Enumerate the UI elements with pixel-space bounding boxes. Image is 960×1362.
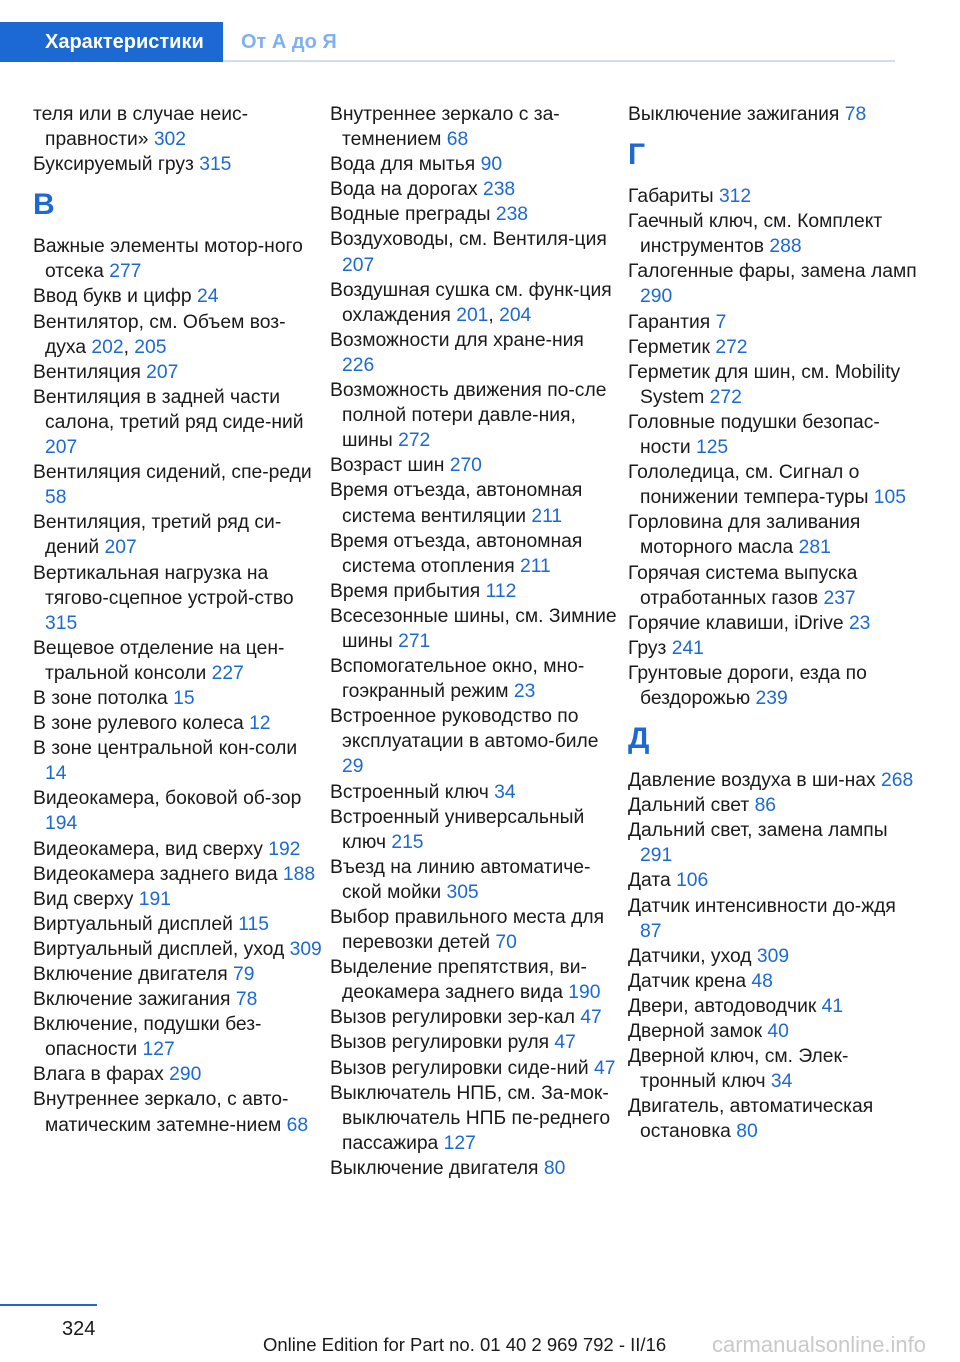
entry-text: Герметик для шин, см. Mobility System [628, 361, 901, 408]
entry-text: Выбор правильного места для перевозки детей [330, 907, 605, 954]
entry-text: Гарантия [628, 311, 711, 333]
index-entry [628, 636, 918, 661]
entry-text: Дверной замок [628, 1021, 763, 1042]
page-link[interactable]: 34 [770, 1071, 793, 1093]
page-link[interactable]: 238 [482, 179, 516, 201]
index-entry [628, 1044, 918, 1094]
section-letter: Г [628, 138, 646, 172]
index-entry [628, 994, 918, 1019]
entry-text: Груз [628, 637, 667, 659]
entry-text: Вещевое отделение на цен-тральной консоли [33, 637, 285, 684]
page-link[interactable]: 90 [480, 154, 503, 176]
entry-text: теля или в случае неис-правности» [33, 104, 249, 151]
tab-a-to-z[interactable]: От А до Я [241, 31, 337, 53]
page-link[interactable]: 281 [798, 537, 831, 559]
index-entry [33, 234, 323, 284]
page-link[interactable]: 15 [173, 687, 195, 709]
index-entry [330, 227, 620, 277]
page-link[interactable]: 78 [844, 104, 867, 125]
page-link[interactable]: 192 [268, 838, 301, 860]
page-link[interactable]: 201 [456, 304, 489, 326]
index-entry [628, 561, 918, 611]
index-entry [33, 284, 323, 309]
entry-text: Водные преграды [330, 204, 491, 226]
entry-text: Включение зажигания [33, 989, 231, 1011]
index-entry [628, 894, 918, 944]
page-link[interactable]: 272 [715, 336, 748, 358]
tab-characteristics[interactable]: Характеристики [0, 22, 223, 62]
entry-text: Въезд на линию автоматиче-ской мойки [330, 856, 591, 903]
entry-text: Ввод букв и цифр [33, 286, 192, 308]
page-link[interactable]: 115 [238, 913, 270, 935]
entry-text: Вентиляция [33, 361, 141, 383]
index-entry [33, 1062, 323, 1087]
index-column-2 [330, 102, 620, 1181]
entry-text: Датчики, уход [628, 945, 752, 967]
index-entry [330, 604, 620, 654]
page-number: 324 [62, 1318, 96, 1340]
section-letter: В [33, 188, 55, 222]
index-column-1 [33, 102, 323, 1138]
page-link[interactable]: 12 [249, 713, 271, 735]
page-link[interactable]: 237 [823, 587, 856, 609]
index-entry [33, 152, 323, 177]
entry-text: Воздушная сушка см. функ-ция охлаждения [330, 279, 612, 326]
entry-text: Видеокамера, вид сверху [33, 838, 263, 860]
index-entry [33, 360, 323, 385]
page-link[interactable]: 207 [45, 437, 78, 459]
index-entry [33, 962, 323, 987]
index-entry [33, 862, 323, 887]
index-entry [628, 310, 918, 335]
index-entry [33, 510, 323, 560]
index-entry [33, 561, 323, 636]
page-link[interactable]: 105 [873, 487, 906, 509]
page-link[interactable]: 309 [289, 938, 322, 960]
page-link[interactable]: 125 [695, 437, 729, 459]
page-link[interactable]: 315 [199, 154, 232, 176]
index-entry [330, 1005, 620, 1030]
page-link[interactable]: 290 [640, 286, 673, 308]
index-entry [628, 360, 918, 410]
index-entry [33, 711, 323, 736]
entry-text: Герметик [628, 336, 710, 358]
index-entry [33, 686, 323, 711]
page-link[interactable]: 29 [342, 756, 364, 778]
index-entry [33, 636, 323, 686]
page-link[interactable]: 271 [398, 630, 431, 652]
page-link[interactable]: 305 [446, 881, 479, 903]
entry-text: В зоне рулевого колеса [33, 713, 244, 735]
entry-text: Вода для мытья [330, 154, 476, 176]
page-link[interactable]: 202 [91, 336, 124, 358]
entry-text: Время отъезда, автономная система вентиляции [330, 480, 583, 527]
index-entry [628, 793, 918, 818]
entry-text: Вызов регулировки зер-кал [330, 1007, 575, 1029]
entry-text: Встроенное руководство по эксплуатации в автомо-биле [330, 706, 599, 753]
page-link[interactable]: 127 [443, 1132, 476, 1154]
page-link[interactable]: 47 [554, 1032, 576, 1054]
entry-text: Грунтовые дороги, езда по бездорожью [628, 662, 867, 709]
page-link[interactable]: 112 [485, 580, 517, 602]
index-entry [628, 1094, 918, 1144]
entry-text: Давление воздуха в ши-нах [628, 770, 876, 792]
page-link[interactable]: 80 [543, 1157, 566, 1179]
index-entry [33, 786, 323, 836]
watermark: carmanualsonline.info [712, 1332, 927, 1357]
entry-text: Влага в фарах [33, 1064, 164, 1086]
entry-text: Галогенные фары, замена ламп [628, 261, 917, 283]
index-entry [628, 661, 918, 711]
index-entry: Вентилятор, см. Объем воз-духа 202, 205 [33, 311, 286, 358]
index-entry [628, 818, 918, 868]
index-entry [628, 510, 918, 560]
page-link[interactable]: 188 [282, 863, 316, 885]
entry-text: Вентиляция сидений, спе-реди [33, 462, 312, 484]
index-entry [330, 780, 620, 805]
page-link[interactable]: 86 [754, 795, 777, 817]
page-link[interactable]: 268 [881, 770, 914, 792]
index-entry [330, 328, 620, 378]
entry-text: Возможности для хране-ния [330, 329, 584, 351]
index-entry [628, 969, 918, 994]
page-link[interactable]: 190 [568, 982, 601, 1004]
index-entry [33, 102, 323, 152]
entry-text: Внутреннее зеркало, с авто-матическим затемне-нием [33, 1089, 289, 1136]
entry-text: Важные элементы мотор-ного отсека [33, 236, 303, 283]
index-entry [628, 410, 918, 460]
entry-text: Вспомогательное окно, мно-гоэкранный режим [330, 656, 585, 703]
page-link[interactable]: 70 [495, 932, 517, 954]
page-link[interactable]: 24 [196, 286, 219, 308]
page-link[interactable]: 272 [398, 430, 431, 452]
page-link[interactable]: 34 [494, 781, 516, 803]
entry-text: Встроенный ключ [330, 781, 489, 803]
page-link[interactable]: 215 [391, 831, 424, 853]
index-entry [330, 955, 620, 1005]
entry-text: Виртуальный дисплей, уход [33, 938, 285, 960]
page-link[interactable]: 106 [676, 870, 709, 892]
page-link[interactable]: 79 [233, 964, 255, 985]
entry-text: Встроенный универсальный ключ [330, 806, 585, 853]
entry-text: Дальний свет, замена лампы [628, 820, 888, 842]
header-divider [223, 60, 895, 62]
index-entry [628, 611, 918, 636]
entry-text: Двигатель, автоматическая остановка [628, 1096, 874, 1143]
page-link[interactable]: 47 [580, 1007, 602, 1029]
index-entry [330, 579, 620, 604]
entry-text: В зоне центральной кон-соли [33, 738, 298, 760]
page-link[interactable]: 48 [751, 970, 773, 992]
entry-text: Возможность движения по-сле полной потери давле-ния, шины [330, 380, 607, 452]
index-entry [628, 460, 918, 510]
entry-text: Дальний свет [628, 795, 750, 817]
page-link[interactable]: 205 [134, 336, 167, 358]
index-entry [628, 184, 918, 209]
index-entry [33, 1087, 323, 1137]
index-entry [330, 102, 620, 152]
page-link[interactable]: 290 [169, 1064, 202, 1086]
entry-text: Выделение препятствия, ви-деокамера заднего вида [330, 957, 587, 1004]
index-entry [330, 905, 620, 955]
entry-text: Возраст шин [330, 455, 445, 477]
page-link[interactable]: 78 [235, 989, 258, 1011]
index-entry [330, 1030, 620, 1055]
page-link[interactable]: 14 [45, 763, 67, 785]
entry-text: Выключение зажигания [628, 104, 840, 125]
page-link[interactable]: 41 [821, 995, 844, 1017]
page-link[interactable]: 7 [715, 311, 727, 333]
index-entry [330, 1081, 620, 1156]
page-link[interactable]: 226 [342, 354, 375, 376]
page-link[interactable]: 272 [709, 386, 742, 408]
index-entry [33, 887, 323, 912]
page-link[interactable]: 87 [640, 920, 662, 942]
index-entry [628, 1019, 918, 1044]
entry-text: Вызов регулировки руля [330, 1032, 550, 1054]
page-link[interactable]: 302 [153, 129, 186, 151]
index-entry [33, 912, 323, 937]
page-link[interactable]: 207 [146, 361, 179, 383]
page-link[interactable]: 315 [45, 612, 78, 634]
edition-note: Online Edition for Part no. 01 40 2 969 792 - II/16 [263, 1334, 667, 1355]
index-entry [33, 385, 323, 460]
section-letter: Д [628, 722, 650, 756]
entry-text: Головные подушки безопас-ности [628, 411, 880, 459]
entry-text: Буксируемый груз [33, 154, 194, 176]
entry-text: Включение двигателя [33, 964, 228, 985]
index-entry [628, 944, 918, 969]
entry-text: Выключение двигателя [330, 1157, 539, 1179]
page-link[interactable]: 291 [640, 845, 673, 867]
header-bar [0, 22, 895, 62]
entry-text: В зоне потолка [33, 687, 168, 709]
entry-text: Выключатель НПБ, см. За-мок-выключатель НПБ пе-реднего пассажира [330, 1082, 611, 1154]
index-entry [330, 478, 620, 528]
entry-text: Всесезонные шины, см. Зимние шины [330, 605, 617, 652]
index-entry [330, 1056, 620, 1081]
index-entry [330, 654, 620, 704]
index-entry [628, 259, 918, 309]
entry-text: Гололедица, см. Сигнал о понижении темпера-туры [628, 462, 869, 509]
index-entry: Воздушная сушка см. функ-ция охлаждения 201, 204 [330, 279, 612, 326]
page-link[interactable]: 68 [286, 1114, 309, 1136]
page-link[interactable]: 23 [513, 681, 536, 703]
entry-text: Воздуховоды, см. Вентиля-ция [330, 229, 607, 251]
index-entry [33, 837, 323, 862]
index-entry [330, 704, 620, 779]
index-entry [330, 152, 620, 177]
page-link[interactable]: 207 [342, 254, 375, 276]
page-link[interactable]: 191 [138, 888, 171, 910]
entry-text: Включение, подушки без-опасности [33, 1014, 262, 1061]
page-link[interactable]: 47 [594, 1057, 616, 1079]
entry-text: Габариты [628, 186, 714, 208]
page-link[interactable]: 238 [495, 204, 529, 226]
entry-text: Горловина для заливания моторного масла [628, 512, 861, 559]
index-entry [33, 460, 323, 510]
entry-text: Двери, автодоводчик [628, 995, 817, 1017]
page-link[interactable]: 194 [45, 813, 78, 835]
index-entry [33, 1012, 323, 1062]
page-link[interactable]: 40 [767, 1021, 789, 1042]
entry-text: Вентилятор, см. Объем воз-духа [33, 311, 286, 358]
entry-text: Время отъезда, автономная система отопления [330, 530, 583, 577]
index-column-3 [628, 102, 918, 1144]
index-entry [330, 1156, 620, 1181]
entry-text: Вентиляция в задней части салона, третий ряд сиде-ний [33, 386, 304, 433]
index-entry [330, 202, 620, 227]
entry-text: Время прибытия [330, 580, 481, 602]
index-entry [330, 453, 620, 478]
page-link[interactable]: 312 [718, 186, 752, 208]
entry-text: Датчик интенсивности до-ждя [628, 895, 896, 917]
entry-text: Видеокамера, боковой об-зор [33, 788, 302, 810]
entry-text: Гаечный ключ, см. Комплект инструментов [628, 211, 883, 258]
page-link[interactable]: 58 [45, 487, 67, 509]
entry-text: Вентиляция, третий ряд си-дений [33, 512, 282, 559]
page-link[interactable]: 127 [142, 1039, 175, 1061]
page-link[interactable]: 211 [531, 505, 563, 527]
page-link[interactable]: 288 [769, 236, 802, 258]
page-link[interactable]: 23 [848, 612, 871, 634]
page-link[interactable]: 277 [109, 261, 142, 283]
page-link[interactable]: 241 [671, 637, 704, 659]
entry-text: Вода на дорогах [330, 179, 478, 201]
entry-text: Видеокамера заднего вида [33, 863, 278, 885]
index-entry [330, 529, 620, 579]
index-entry [628, 335, 918, 360]
entry-text: Виртуальный дисплей [33, 913, 233, 935]
entry-text: Горячая система выпуска отработанных газов [628, 562, 858, 609]
entry-text: Дверной ключ, см. Элек-тронный ключ [628, 1046, 849, 1093]
index-entry [33, 987, 323, 1012]
index-entry [628, 868, 918, 893]
index-entry [33, 736, 323, 786]
index-entry [330, 177, 620, 202]
entry-text: Вертикальная нагрузка на тягово-сцепное устрой-ство [33, 562, 294, 609]
page-link[interactable]: 80 [736, 1121, 758, 1143]
index-entry [33, 937, 323, 962]
entry-text: Вид сверху [33, 888, 134, 910]
entry-text: Внутреннее зеркало с за-темнением [330, 104, 560, 151]
page-link[interactable]: 207 [104, 537, 137, 559]
page-link[interactable]: 309 [756, 945, 790, 967]
page-link[interactable]: 270 [449, 455, 482, 477]
index-entry [628, 102, 918, 127]
entry-text: Горячие клавиши, iDrive [628, 612, 844, 634]
entry-text: Дата [628, 870, 671, 892]
footer-accent-line [0, 1304, 97, 1306]
page-link[interactable]: 211 [520, 555, 551, 577]
entry-text: Датчик крена [628, 970, 747, 992]
index-entry [628, 209, 918, 259]
page-link[interactable]: 68 [446, 129, 469, 151]
index-entry [628, 768, 918, 793]
page-link[interactable]: 204 [499, 304, 532, 326]
index-entry [330, 378, 620, 453]
index-entry [330, 805, 620, 855]
index-entry [330, 855, 620, 905]
entry-text: Вызов регулировки сиде-ний [330, 1057, 589, 1079]
page-link[interactable]: 239 [755, 687, 788, 709]
page-link[interactable]: 227 [211, 662, 244, 684]
